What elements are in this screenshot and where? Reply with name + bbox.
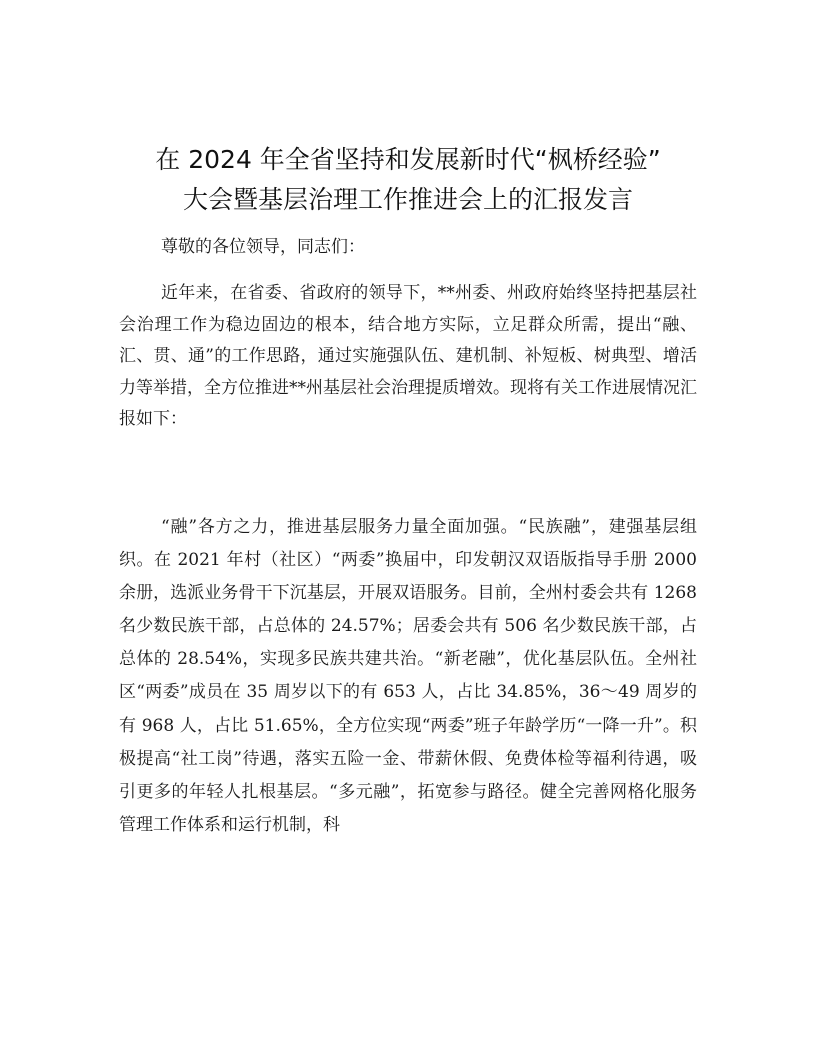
paragraph-intro: 近年来，在省委、省政府的领导下，**州委、州政府始终坚持把基层社会治理工作为稳边固边的根本，结合地方实际，立足群众所需，提出“融、汇、贯、通”的工作思路，通过实施强队伍、建机制、补短板、树典型、增活力等举措，全方位推进**州基层社会治理提质增效。现将有关工作进展情况汇报如下： [119, 283, 697, 429]
salutation: 尊敬的各位领导，同志们： [161, 237, 365, 257]
document-title-line-1: 在 2024 年全省坚持和发展新时代“枫桥经验” [155, 145, 661, 174]
document-title-line-2: 大会暨基层治理工作推进会上的汇报发言 [182, 185, 633, 214]
paragraph-rong: “融”各方之力，推进基层服务力量全面加强。“民族融”，建强基层组织。在 2021 年村（社区）“两委”换届中，印发朝汉双语版指导手册 2000 余册，选派业务骨干下沉基层，开展双语服务。目前，全州村委会共有 1268 名少数民族干部，占总体的 24.57%；居委会共有 506 名少数民族干部，占总体的 28.54%，实现多民族共建共治。“新老融”，优化基层队伍。全州社区“两委”成员在 35 周岁以下的有 653 人，占比 34.85%，36～49 周岁的有 968 人，占比 51.65%，全方位实现“两委”班子年龄学历“一降一升”。积极提高“社工岗”待遇，落实五险一金、带薪休假、免费体检等福利待遇，吸引更多的年轻人扎根基层。“多元融”，拓宽参与路径。健全完善网格化服务管理工作体系和运行机制，科 [119, 517, 697, 835]
